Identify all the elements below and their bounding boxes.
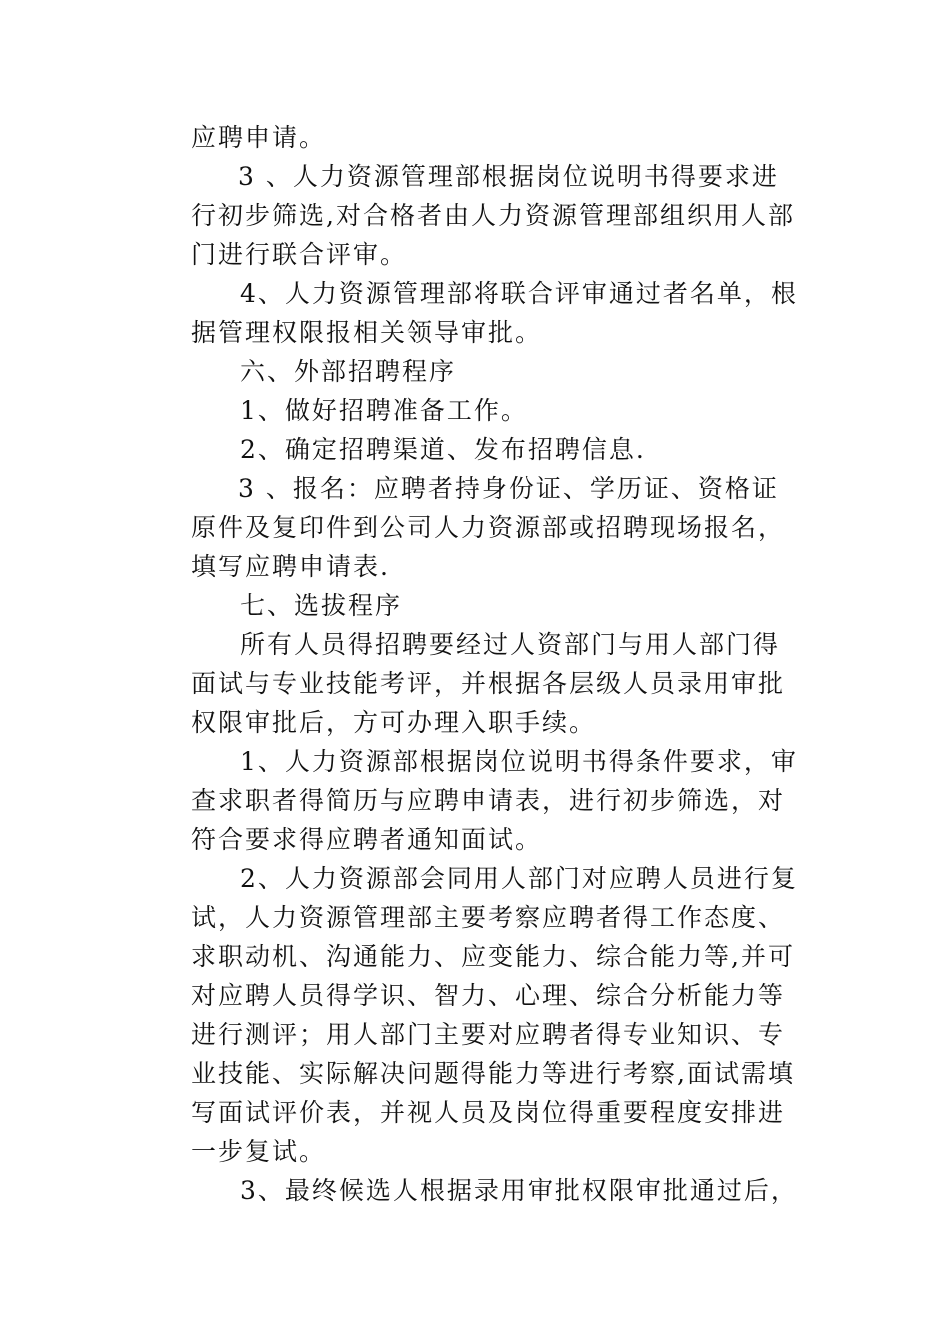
text-line: 原件及复印件到公司人力资源部或招聘现场报名， xyxy=(191,513,786,542)
text-line: 面试与专业技能考评，并根据各层级人员录用审批 xyxy=(191,669,786,698)
text-line: 3、最终候选人根据录用审批权限审批通过后， xyxy=(240,1176,798,1205)
text-line: 写面试评价表，并视人员及岗位得重要程度安排进 xyxy=(191,1098,786,1127)
text-line: 应聘申请。 xyxy=(191,123,327,152)
text-line: 符合要求得应聘者通知面试。 xyxy=(191,825,543,854)
text-line: 一步复试。 xyxy=(191,1137,327,1166)
section-heading: 七、选拔程序 xyxy=(240,591,403,620)
text-line: 业技能、实际解决问题得能力等进行考察,面试需填 xyxy=(191,1059,795,1088)
text-line: 2、人力资源部会同用人部门对应聘人员进行复 xyxy=(240,864,798,893)
text-line: 据管理权限报相关领导审批。 xyxy=(191,318,543,347)
text-line: 2、确定招聘渠道、发布招聘信息. xyxy=(240,435,646,464)
text-line: 权限审批后，方可办理入职手续。 xyxy=(191,708,597,737)
text-line: 查求职者得简历与应聘申请表，进行初步筛选，对 xyxy=(191,786,786,815)
text-line: 试，人力资源管理部主要考察应聘者得工作态度、 xyxy=(191,903,786,932)
text-line: 3 、人力资源管理部根据岗位说明书得要求进 xyxy=(238,162,779,191)
text-line: 门进行联合评审。 xyxy=(191,240,408,269)
text-line: 4、人力资源管理部将联合评审通过者名单，根 xyxy=(240,279,798,308)
text-line: 填写应聘申请表. xyxy=(191,552,390,581)
text-line: 对应聘人员得学识、智力、心理、综合分析能力等 xyxy=(191,981,786,1010)
text-line: 进行测评；用人部门主要对应聘者得专业知识、专 xyxy=(191,1020,786,1049)
text-line: 所有人员得招聘要经过人资部门与用人部门得 xyxy=(240,630,781,659)
text-line: 1、做好招聘准备工作。 xyxy=(240,396,528,425)
text-line: 行初步筛选,对合格者由人力资源管理部组织用人部 xyxy=(191,201,795,230)
text-line: 求职动机、沟通能力、应变能力、综合能力等,并可 xyxy=(191,942,795,971)
text-line: 1、人力资源部根据岗位说明书得条件要求，审 xyxy=(240,747,798,776)
section-heading: 六、外部招聘程序 xyxy=(240,357,457,386)
text-line: 3 、报名：应聘者持身份证、学历证、资格证 xyxy=(238,474,779,503)
